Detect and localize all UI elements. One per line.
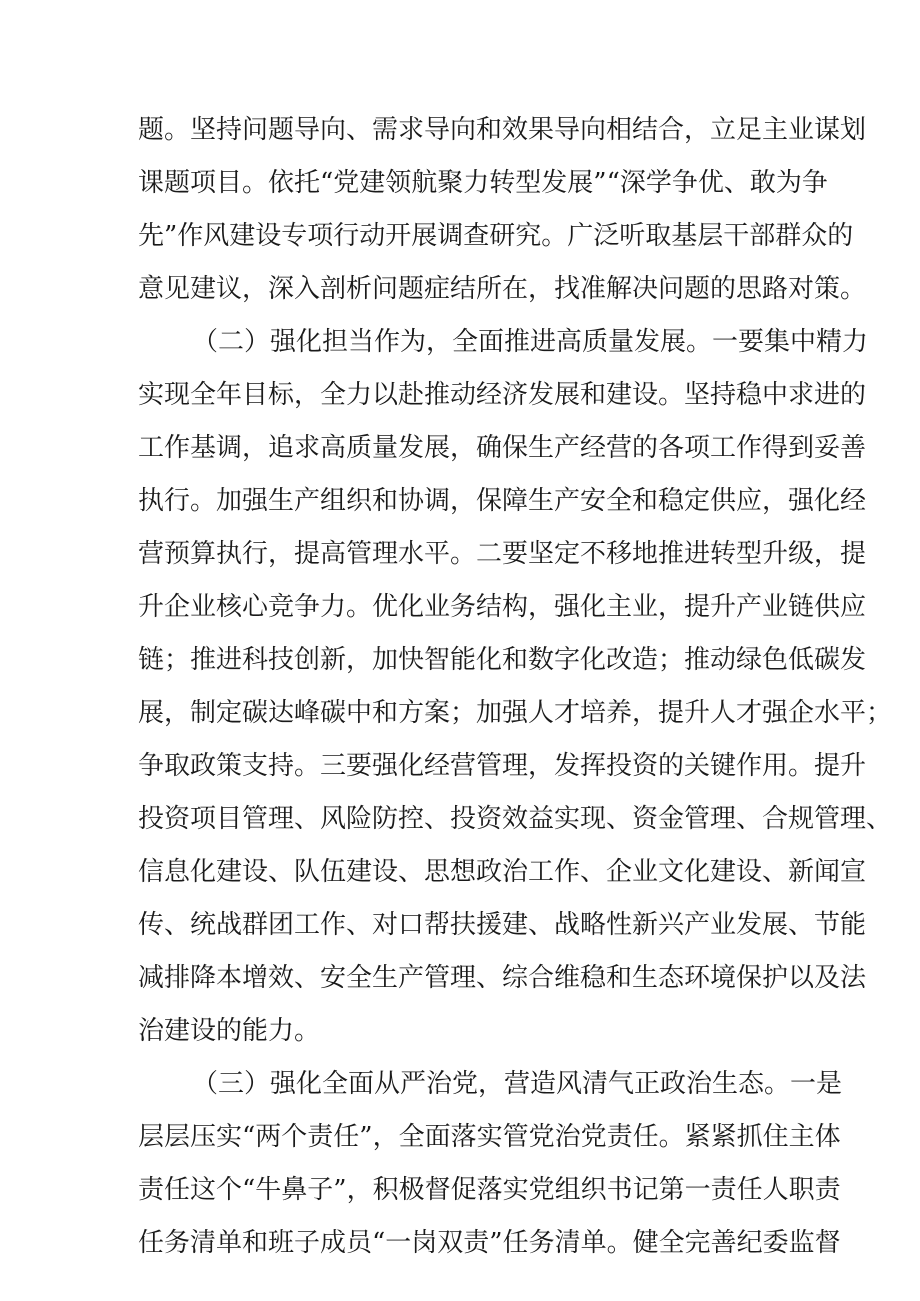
text-line: 工作基调，追求高质量发展，确保生产经营的各项工作得到妥善	[138, 433, 867, 463]
text-line: 层层压实“两个责任”，全面落实管党治党责任。紧紧抓住主体	[138, 1122, 841, 1152]
text-line: 课题项目。依托“党建领航聚力转型发展”“深学争优、敢为争	[138, 168, 828, 198]
text-line: 升企业核心竞争力。优化业务结构，强化主业，提升产业链供应	[138, 592, 867, 622]
text-line: 信息化建设、队伍建设、思想政治工作、企业文化建设、新闻宣	[138, 857, 867, 887]
text-line: 治建设的能力。	[138, 1016, 321, 1046]
text-line: 责任这个“牛鼻子”，积极督促落实党组织书记第一责任人职责	[138, 1175, 841, 1205]
section-heading-line: （三）强化全面从严治党，营造风清气正政治生态。一是	[192, 1069, 843, 1099]
text-line: 营预算执行，提高管理水平。二要坚定不移地推进转型升级，提	[138, 539, 867, 569]
text-line: 题。坚持问题导向、需求导向和效果导向相结合，立足主业谋划	[138, 115, 867, 145]
text-line: 争取政策支持。三要强化经营管理，发挥投资的关键作用。提升	[138, 751, 867, 781]
section-heading-line: （二）强化担当作为，全面推进高质量发展。一要集中精力	[192, 327, 869, 357]
text-line: 传、统战群团工作、对口帮扶援建、战略性新兴产业发展、节能	[138, 910, 867, 940]
text-line: 展，制定碳达峰碳中和方案；加强人才培养，提升人才强企水平；	[138, 698, 893, 728]
text-line: 减排降本增效、安全生产管理、综合维稳和生态环境保护以及法	[138, 963, 867, 993]
text-line: 意见建议，深入剖析问题症结所在，找准解决问题的思路对策。	[138, 274, 867, 304]
text-line: 投资项目管理、风险防控、投资效益实现、资金管理、合规管理、	[138, 804, 893, 834]
text-line: 实现全年目标，全力以赴推动经济发展和建设。坚持稳中求进的	[138, 380, 867, 410]
text-line: 链；推进科技创新，加快智能化和数字化改造；推动绿色低碳发	[138, 645, 867, 675]
text-line: 先”作风建设专项行动开展调查研究。广泛听取基层干部群众的	[138, 221, 854, 251]
text-line: 任务清单和班子成员“一岗双责”任务清单。健全完善纪委监督	[138, 1228, 841, 1258]
text-line: 执行。加强生产组织和协调，保障生产安全和稳定供应，强化经	[138, 486, 867, 516]
